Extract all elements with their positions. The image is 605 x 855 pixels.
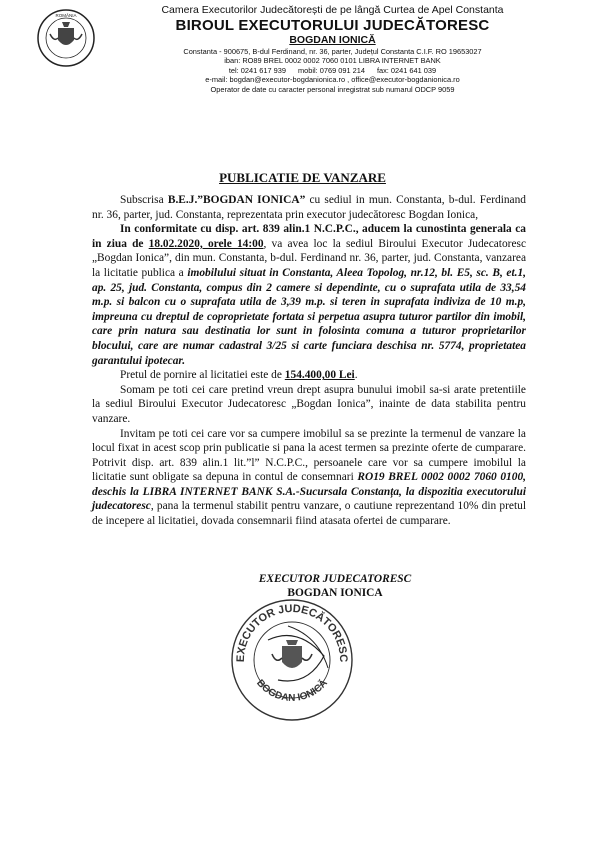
stamp-bottom-text: BOGDAN IONICĂ	[254, 677, 330, 704]
official-stamp	[228, 596, 356, 724]
paragraph-invitation	[92, 427, 526, 529]
fax: fax: 0241 641 039	[376, 65, 437, 75]
auction-date: 18.02.2020, orele 14:00	[148, 237, 264, 250]
signature-role: EXECUTOR JUDECATORESC	[258, 573, 412, 585]
p2-text-a: In conformitate cu disp. art. 839 alin.1 N.C.P.C., aducem la cunostinta generala ca in ziua de	[92, 223, 526, 250]
p5-text-b: , pana la termenul stabilit pentru vanzare, o cautiune reprezentand 10% din pretul de incepere al licitatiei, dovada consemnarii fiind atasata ofertei de cumparare.	[92, 500, 526, 528]
office-name: BIROUL EXECUTORULUI JUDECĂTORESC	[175, 17, 490, 34]
tel: tel: 0241 617 939	[228, 65, 286, 75]
coat-of-arms-seal	[36, 8, 96, 68]
letterhead	[95, 4, 570, 94]
p1-text-a: Subscrisa	[120, 194, 168, 206]
address-line: Constanta - 900675, B-dul Ferdinand, nr. 36, parter, Județul Constanta C.I.F. RO 19653027	[183, 47, 482, 56]
paragraph-price	[92, 368, 526, 383]
p3-text-b: .	[354, 369, 358, 382]
p5-text-a: Invitam pe toti cei care vor sa cumpere imobilul sa se prezinte la termenul de vanzare la locul fixat in acest scop prin publicatie si pana la acest termen sa prezinte oferte de cumparare. Potrivit disp. art. 839 alin.1 lit.”l” N.C.P.C., persoanele care vor sa cumpere imobilul la licitatie sunt obligate sa depuna in contul de consemnari	[92, 427, 526, 484]
iban-line: iban: RO89 BREL 0002 0002 7060 0101 LIBRA INTERNET BANK	[224, 56, 441, 66]
contact-line	[95, 66, 570, 75]
svg-text:ROMÂNIA: ROMÂNIA	[55, 13, 77, 18]
mobil: mobil: 0769 091 214	[297, 65, 365, 75]
starting-price: 154.400,00 Lei	[284, 369, 355, 382]
signature-name: BOGDAN IONICA	[287, 587, 383, 599]
paragraph-intro	[92, 193, 526, 222]
property-description: imobilului situat in Constanta, Aleea Topolog, nr.12, bl. E5, sc. B, et.1, ap. 25, jud. Constanta, compus din 2 camere si dependinte, cu o suprafata utila de 33,54 m.p. si balcon cu o suprafata utila de 3,39 m.p. si teren in suprafata indiviza de 10 m.p, impreuna cu dreptul de coproprietate fortata si perpetua asupra tuturor partilor din imobil, care prin natura sau destinatia lor sunt in folosinta comuna a tuturor proprietarilor blocului, care are numar cadastral 3/25 si carte funciara deschisa nr. 5774, proprietatea garantului ipotecar.	[92, 266, 526, 367]
stamp-ring-text: EXECUTOR JUDECĂTORESC	[234, 602, 350, 663]
p1-text-c: cu sediul in mun. Constanta, b-dul. Ferdinand nr. 36, parter, jud. Constanta, reprezentata prin executor judecătoresc Bogdan Ionica,	[92, 194, 526, 221]
paragraph-auction	[92, 222, 526, 368]
p2-text-b: , va avea loc la sediul Biroului Executor Judecatoresc „Bogdan Ionica”, din mun. Constanta, b-dul. Ferdinand nr. 36, parter, jud. Constanta, vanzarea la licitatie publica a	[92, 237, 527, 279]
paragraph-claims: Somam pe toti cei care pretind vreun drept asupra bunului imobil sa-si arate pretentiile la sediul Biroului Executor Judecatoresc „Bogdan Ionica”, inainte de data stabilita pentru vanzare.	[92, 383, 526, 425]
p3-text-a: Pretul de pornire al licitatiei este de	[120, 369, 285, 382]
email-line: e-mail: bogdan@executor-bogdanionica.ro , office@executor-bogdanionica.ro	[205, 75, 460, 85]
deposit-account: RO19 BREL 0002 0002 7060 0100, deschis la LIBRA INTERNET BANK S.A.-Sucursala Constanța, la dispozitia executorului judecatoresc	[92, 471, 526, 513]
executor-name: BOGDAN IONICĂ	[289, 34, 376, 46]
chamber-name: Camera Executorilor Judecătorești de pe lângă Curtea de Apel Constanta	[161, 4, 504, 16]
document-body	[92, 193, 526, 529]
document-title: PUBLICATIE DE VANZARE	[219, 170, 386, 185]
office-name-inline: B.E.J.”BOGDAN IONICA”	[167, 194, 306, 206]
operator-line: Operator de date cu caracter personal inregistrat sub numarul ODCP 9059	[210, 84, 455, 94]
